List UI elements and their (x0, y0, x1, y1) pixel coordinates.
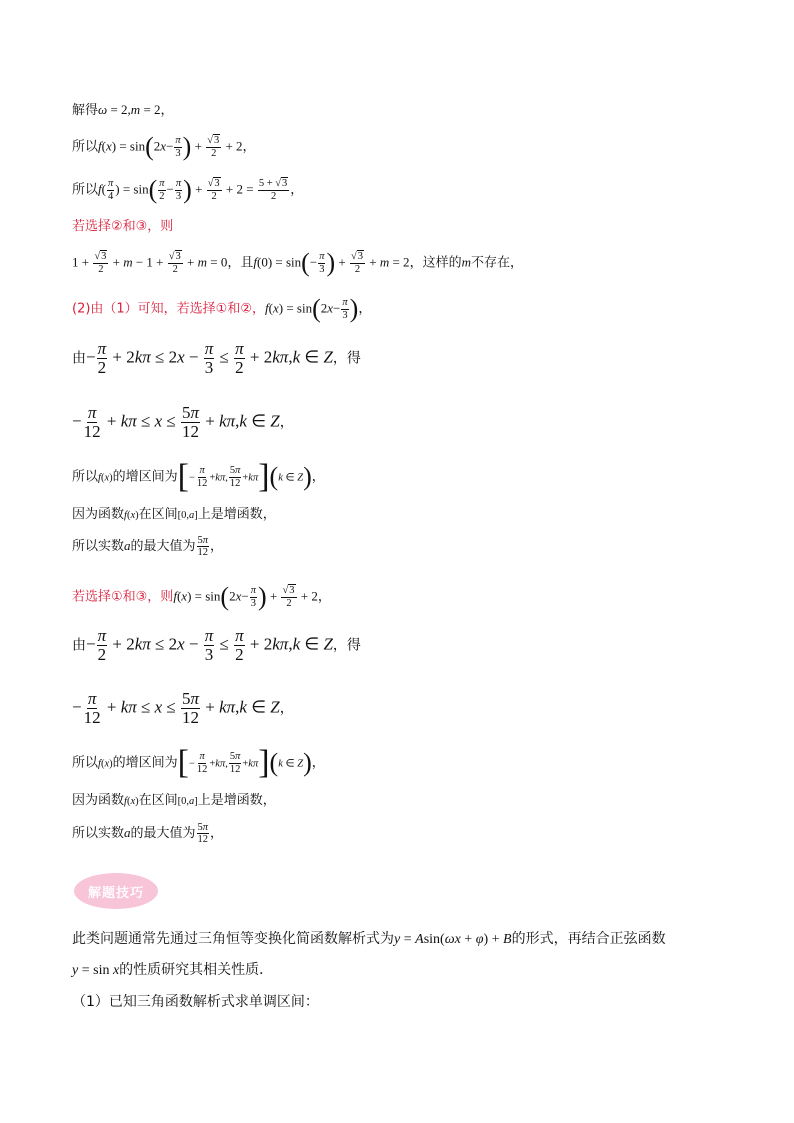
tips-paragraph-line-3: （1）已知三角函数解析式求单调区间： (72, 994, 319, 1010)
increasing-interval-line-1: 所以f(x)的增区间为[− $\frac{\pi}{12}$ +kπ, $\frac{5\pi}{12}$ +kπ](k ∈ Z)， (72, 458, 325, 495)
max-a-line-1: 所以实数a的最大值为 $\frac{5\pi}{12}$ ， (72, 535, 224, 559)
choice-2-3-line: 若选择②和③，则 (72, 219, 174, 234)
increasing-condition-line-1: 因为函数f(x)在区间[0,a]上是增函数， (72, 507, 276, 522)
x-range-line-2: − $\frac{\pi}{12}$ + kπ ≤ x ≤ $\frac{5\pi}{12}$ + kπ,k ∈ Z， (72, 689, 294, 727)
tips-paragraph-line-1: 此类问题通常先通过三角恒等变换化简函数解析式为y = Asin(ωx + φ) + B的形式，再结合正弦函数 (72, 931, 666, 947)
choice-1-3-line: 若选择①和③，则f(x) = sin(2x− $\frac{\pi}{3}$ ) + $\frac{√3}{2}$ + 2， (72, 582, 331, 611)
increasing-condition-line-2: 因为函数f(x)在区间[0,a]上是增函数， (72, 793, 276, 808)
inequality-line-1: 由− $\frac{\pi}{2}$ + 2kπ ≤ 2x − $\frac{\pi}{3}$ ≤ $\frac{\pi}{2}$ + 2kπ,k ∈ Z，得 (72, 339, 361, 377)
tips-badge: 解题技巧 (74, 873, 158, 909)
inequality-line-2: 由− $\frac{\pi}{2}$ + 2kπ ≤ 2x − $\frac{\pi}{3}$ ≤ $\frac{\pi}{2}$ + 2kπ,k ∈ Z，得 (72, 626, 361, 664)
f-pi-over-4-line: 所以f( $\frac{\pi}{4}$ ) = sin( $\frac{\pi}{2}$ − $\frac{\pi}{3}$ ) + $\frac{√3}{2}$ + 2 = $\frac{5 + √3}{2}$ ， (72, 175, 304, 204)
contradiction-line: 1 + $\frac{√3}{2}$ + m − 1 + $\frac{√3}{2}$ + m = 0，且f(0) = sin(− $\frac{\pi}{3}$ ) + $\frac{√3}{2}$ + m = 2，这样的m不存在， (72, 248, 523, 277)
function-expression-line: 所以f(x) = sin(2x− $\frac{\pi}{3}$ ) + $\frac{√3}{2}$ + 2， (72, 132, 256, 161)
x-range-line-1: − $\frac{\pi}{12}$ + kπ ≤ x ≤ $\frac{5\pi}{12}$ + kπ,k ∈ Z， (72, 403, 294, 441)
part2-line: (2)由（1）可知，若选择①和②，f(x) = sin(2x− $\frac{\pi}{3}$ )， (72, 294, 372, 323)
solve-result-line: 解得ω = 2,m = 2， (72, 102, 174, 118)
max-a-line-2: 所以实数a的最大值为 $\frac{5\pi}{12}$ ， (72, 822, 224, 846)
tips-paragraph-line-2: y = sin x的性质研究其相关性质． (72, 962, 274, 978)
increasing-interval-line-2: 所以f(x)的增区间为[− $\frac{\pi}{12}$ +kπ, $\frac{5\pi}{12}$ +kπ](k ∈ Z)， (72, 744, 325, 781)
